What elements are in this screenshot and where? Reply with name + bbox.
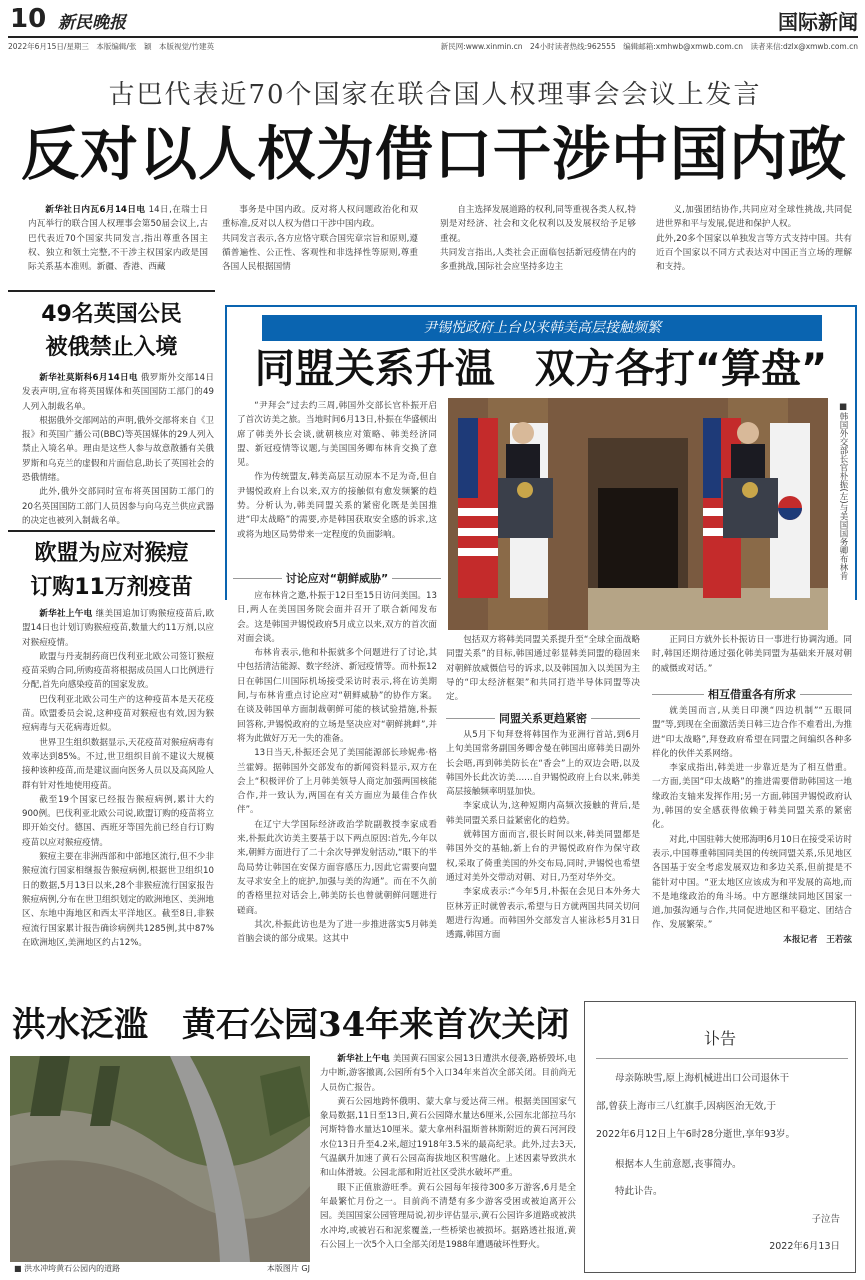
korea-c1b-p3: 13日当天,朴振还会见了美国能源部长珍妮弗·格兰霍姆。据韩国外交部发布的新闻资料显示,双方在会上“积极评价了上月韩美领导人商定加强两国核能合作,并一致认为,两国在有关方面应为最佳合作伙伴”。	[237, 748, 437, 816]
obituary-line-3: 2022年6月12日上午6时28分逝世,享年93岁。	[596, 1129, 796, 1140]
korea-col-1	[237, 399, 437, 564]
lead-headline: 反对以人权为借口干涉中国内政	[20, 120, 847, 188]
eu-p1: 继美国追加订购猴痘疫苗后,欧盟14日也计划订购猴痘疫苗,数量大约11万剂,以应对猴痘疫情。	[22, 609, 214, 648]
header-rule	[8, 36, 858, 38]
korea-c3b-p4: 李家成表示:“今年5月,朴振在会见日本外务大臣林芳正时就曾表示,希望与日方就两国共同关切问题进行沟通。而韩国外交部发言人崔泳杉5月31日透露,韩国方面	[446, 887, 640, 941]
lead-col-4: 义,加强团结协作,共同应对全球性挑战,共同促进世界和平与发展,促进和保护人权。 此外,20多个国家以单独发言等方式支持中国。共有近百个国家以不同方式表达对中国正当立场的理解和支持。	[656, 205, 852, 273]
korea-sub-2-text: 同盟关系更趋紧密	[495, 712, 591, 725]
lead-col-1	[28, 203, 208, 283]
korea-c1b-p1: 应布林肯之邀,朴振于12日至15日访问美国。13日,两人在美国国务院会面并召开了联合新闻发布会。这是韩国尹锡悦政府5月成立以来,双方的首次面对面会谈。	[237, 591, 437, 644]
korea-c3b-p3: 就韩国方面而言,很长时间以来,韩美同盟都是韩国外交的基轴,新上台的尹锡悦政府作为保守政权,采取了倚重美国的外交布局,同时,尹锡悦也希望通过对美外交带动对朝、对日,乃至对华外交。	[446, 830, 640, 883]
eu-p4: 世界卫生组织数据显示,天花疫苗对猴痘病毒有效率达到85%。不过,世卫组织目前不建议大规模接种该种疫苗,而是建议面向医务人员以及高风险人群有针对性地使用疫苗。	[22, 737, 214, 791]
eu-top-rule	[8, 530, 215, 532]
eu-headline-1: 欧盟为应对猴痘	[34, 541, 189, 566]
ys-p1: 美国黄石国家公园13日遭洪水侵袭,路桥毁坏,电力中断,游客撤离,公园所有5个入口34年来首次全部关闭。目前尚无人员伤亡报告。	[320, 1054, 576, 1093]
korea-sub-2	[446, 710, 640, 727]
korea-c4b-p2: 李家成指出,韩美进一步靠近是为了相互借重。一方面,美国“印太战略”的推进需要借助韩国这一地缘政治支轴来发挥作用;另一方面,韩国尹锡悦政府认为,韩国的安全感获得依赖于韩美同盟关系的紧密化。	[652, 763, 852, 831]
korea-c3b-p2: 李家成认为,这种短期内高频次接触的背后,是韩美同盟关系日益紧密化的趋势。	[446, 801, 640, 826]
obituary-date: 2022年6月13日	[769, 1241, 840, 1252]
korea-headline: 同盟关系升温 双方各打“算盘”	[254, 346, 828, 392]
eu-p2: 欧盟与丹麦制药商巴伐利亚北欧公司签订猴痘疫苗采购合同,所购疫苗将根据成员国人口比例进行分配,首先向感染疫苗的国家发放。	[22, 651, 214, 691]
uk-top-rule	[8, 290, 215, 292]
korea-c4b-p1: 就美国而言,从美日印澳“四边机制”“五眼同盟”等,到现在全面激活美日韩三边合作不难看出,为推进“印太战略”,拜登政府希望在同盟之间编织各种多样化的伙伴关系网络。	[652, 706, 852, 759]
eu-p3: 巴伐利亚北欧公司生产的这种疫苗本是天花疫苗。欧盟委员会说,这种疫苗对猴痘也有效,因为猴痘病毒与天花病毒近似。	[22, 694, 214, 734]
korea-c4b-p3: 对此,中国驻韩大使邢海明6月10日在接受采访时表示,中国尊重韩国同美国的传统同盟关系,乐见地区各国基于安全考虑发展双边和多边关系,但前提是不能针对中国。“亚太地区应该成为和平发展的高地,而不是地缘政治的角斗场。中方愿继续同地区国家一道,加强沟通与合作,共同促进地区和平稳定、团结合作、发展繁荣。”	[652, 834, 852, 931]
korea-col-3b	[446, 728, 640, 991]
lead-col-2: 事务是中国内政。反对将人权问题政治化和双重标准,反对以人权为借口干涉中国内政。 共同发言表示,各方应恪守联合国宪章宗旨和原则,遵循普遍性、公正性、客观性和非选择性等原则,尊重各国人民根据国情	[222, 205, 418, 273]
obituary-line-5: 特此讣告。	[596, 1186, 663, 1197]
ys-photo-svg	[10, 1056, 310, 1262]
eu-p5: 截至19个国家已经报告猴痘病例,累计大约900例。巴伐利亚北欧公司说,欧盟订购的疫苗将立即开始交付。德国、西班牙等国先前已经自行订购疫苗以应对猴痘疫情。	[22, 794, 214, 848]
ys-photo-caption: ■ 洪水冲垮黄石公园内的道路	[14, 1264, 121, 1273]
obituary-line-4: 根据本人生前意愿,丧事简办。	[596, 1159, 742, 1170]
us-flag-left	[458, 418, 498, 598]
uk-headline-1: 49名英国公民	[41, 302, 182, 327]
korea-c1b-p4: 在辽宁大学国际经济政治学院副教授李家成看来,朴振此次访美主要基于以下两点原因:首先,今年以来,朝鲜方面进行了二十余次导弹发射活动,“眼下的半岛局势让韩国在安保方面容感压力,因此它需要向盟友寻求安全上的庇护,加强与美的沟通”。而在不久前的香格里拉对话会上,韩美防长也曾就朝鲜问题进行磋商。	[237, 819, 437, 916]
korea-c3b-p1: 从5月下旬拜登将韩国作为亚洲行首站,到6月上旬美国常务副国务卿舍曼在韩国出席韩美日副外长会晤,再到韩美防长在“香会”上的双边会晤,以及韩国外长此次访美……自尹锡悦政府上台以来,韩美高层接触频率明显加快。	[446, 730, 640, 798]
ys-photo	[10, 1056, 310, 1262]
obituary-title: 讣告	[703, 1029, 736, 1048]
lead-kicker: 古巴代表近70个国家在联合国人权理事会会议上发言	[108, 80, 762, 110]
korea-sub-1-text: 讨论应对“朝鲜威胁”	[282, 572, 392, 585]
lead-text-1: 14日,在瑞士日内瓦举行的联合国人权理事会第50届会议上,古巴代表近70个国家共同发言,指出尊重各国主权、独立和领土完整,不干涉主权国家内政是国际关系基本准则。新疆、香港、西藏	[28, 205, 208, 273]
lead-col-3: 自主选择发展道路的权利,同等重视各类人权,特别是对经济、社会和文化权利以及发展权给予足够重视。 共同发言指出,人类社会正面临包括新冠疫情在内的多重挑战,国际社会应坚持多边主	[440, 205, 636, 273]
korea-sub-3	[652, 686, 852, 703]
korea-photo	[448, 398, 828, 630]
korea-col-4b	[652, 704, 852, 991]
korea-c1b-p5: 其次,朴振此访也是为了进一步推进落实5月韩美首脑会谈的部分成果。这其中	[237, 919, 437, 945]
korea-sub-1	[233, 570, 441, 587]
eu-dateline: 新华社上午电	[39, 609, 93, 619]
obituary-signature: 子泣告	[811, 1214, 840, 1225]
uk-body	[22, 371, 214, 541]
section-title: 国际新闻	[778, 10, 858, 32]
korea-c1-p2: 作为传统盟友,韩美高层互动原本不足为奇,但自尹锡悦政府上台以来,双方的接触似有愈发频繁的趋势。分析认为,韩美同盟关系的紧密化既是美国推进“印太战略”的需要,亦是韩国获取安全感的诉求,这或将为地区局势带来一定程度的负面影响。	[237, 472, 437, 540]
korea-c1b-p2: 布林肯表示,他和朴振就多个问题进行了讨论,其中包括清洁能源、数字经济、新冠疫情等。而朴振12日在韩国仁川国际机场接受采访时表示,将在访美期间,与布林肯重点讨论应对“朝鲜威胁”的协作方案。在谈及韩国单方面制裁朝鲜可能的核试验措施,朴振回答称,尹锡悦政府的立场是坚决应对“朝鲜挑衅”,并将为此做好万无一失的准备。	[237, 648, 437, 744]
uk-p1: 俄罗斯外交部14日发表声明,宣布将英国媒体和英国国防工部门的49人列入制裁名单。	[22, 373, 214, 412]
ys-photo-credit: 本版图片 GJ	[266, 1264, 310, 1273]
korea-c4-p1: 正同日方就外长朴振访日一事进行协调沟通。同时,韩国还期待通过强化韩美同盟为基础来开展对朝的威慑或对话。”	[652, 635, 852, 674]
obituary-line-2: 部,曾获上海市三八红旗手,因病医治无效,于	[596, 1101, 777, 1112]
obituary-line-1: 母亲陈映雪,原上海机械进出口公司退休干	[596, 1073, 790, 1084]
contact-line: 新民网:www.xinmin.cn 24小时读者热线:962555 编辑邮箱:xmhwb@xmwb.com.cn 读者来信:dzlx@xmwb.com.cn	[440, 42, 858, 51]
lead-dateline: 新华社日内瓦6月14日电	[45, 205, 146, 215]
ys-p2: 黄石公园地跨怀俄明、蒙大拿与爱达荷三州。根据美国国家气象局数据,11日至13日,黄石公园降水量达6厘米,公园东北部拉马尔河斯特鲁水量达10厘米。蒙大拿州科温斯普林斯附近的黄石河河段水位13日升至4.2米,超过1918年3.5米的最高纪录。此外,过去3天,气温飙升加速了黄石公园高海拔地区积雪融化。上述因素导致洪水和山体滑坡。公园北部和附近社区受洪水破坏严重。	[320, 1096, 576, 1179]
uk-p2: 根据俄外交部网站的声明,俄外交部将来自《卫报》和英国广播公司(BBC)等英国媒体的29人列入禁止入境名单。理由是这些人参与故意散播有关俄罗斯和乌克兰的虚假和片面信息,助长了英国社会的恐俄情绪。	[22, 415, 214, 484]
paper-name: 新民晚报	[58, 13, 126, 30]
uk-dateline: 新华社莫斯科6月14日电	[39, 373, 138, 383]
eu-p6: 猴痘主要在非洲西部和中部地区流行,但不少非猴痘流行国家相继报告猴痘病例,根据世卫组织10日的数据,5月13日以来,28个非猴痘流行国家报告猴痘病例,分布在世卫组织划定的欧洲地区、美洲地区、东地中海地区和西太平洋地区。截至8日,非猴痘流行国家累计报告确诊病例共1285例,其中87%在欧洲地区,美洲地区约占12%。	[22, 852, 214, 948]
korea-sub-3-text: 相互借重各有所求	[704, 688, 800, 701]
korea-c3-p1: 包括双方将韩美同盟关系提升至“全球全面战略同盟关系”的目标,韩国通过彰显韩美同盟的稳固来对朝鲜放威慑信号的诉求,以及韩国加入以美国为主导的“印太经济框架”和共同打造半导体同盟等决定。	[446, 635, 640, 703]
ys-dateline: 新华社上午电	[337, 1054, 390, 1064]
ys-headline: 洪水泛滥 黄石公园34年来首次关闭	[12, 1005, 570, 1045]
eu-headline-2: 订购11万剂疫苗	[30, 575, 193, 600]
korea-col-3	[446, 633, 640, 703]
date-line: 2022年6月15日/星期三 本版编辑/张 颖 本版视觉/竹建英	[8, 42, 214, 51]
ys-body	[320, 1052, 576, 1278]
ys-p3: 眼下正值旅游旺季。黄石公园每年接待300多万游客,6月是全年最繁忙月份之一。目前尚不清楚有多少游客受困或被迫离开公园。美国国家公园管理局说,初步评估显示,黄石公园许多道路或被洪水冲垮,或被岩石和泥浆覆盖,一些桥梁也被损坏。据路透社报道,黄石公园上一次5个入口全部关闭是1988年遭遇破坏性野火。	[320, 1182, 576, 1250]
korea-c1-p1: “尹拜会”过去约三周,韩国外交部长官朴振开启了首次访美之旅。当地时间6月13日,朴振在华盛顿出席了韩美外长会谈,就朝核应对策略、韩美经济同盟、新冠疫情等议题,与美国国务卿布林肯交换了意见。	[237, 401, 437, 469]
korea-byline: 本报记者 王若弦	[783, 934, 852, 945]
korea-photo-svg	[448, 398, 828, 630]
korea-kicker: 尹锡悦政府上台以来韩美高层接触频繁	[262, 315, 822, 341]
korea-photo-caption: ■韩国外交部长官朴振(左)与美国国务卿布林肯	[838, 402, 848, 581]
page-number: 10	[10, 4, 47, 34]
korea-col-4	[652, 633, 852, 681]
uk-p3: 此外,俄外交部同时宣布将英国国防工部门的20名英国国防工部门人员因参与向乌克兰供应武器的决定也被列入制裁名单。	[22, 487, 214, 526]
uk-headline-2: 被俄禁止入境	[45, 335, 178, 360]
